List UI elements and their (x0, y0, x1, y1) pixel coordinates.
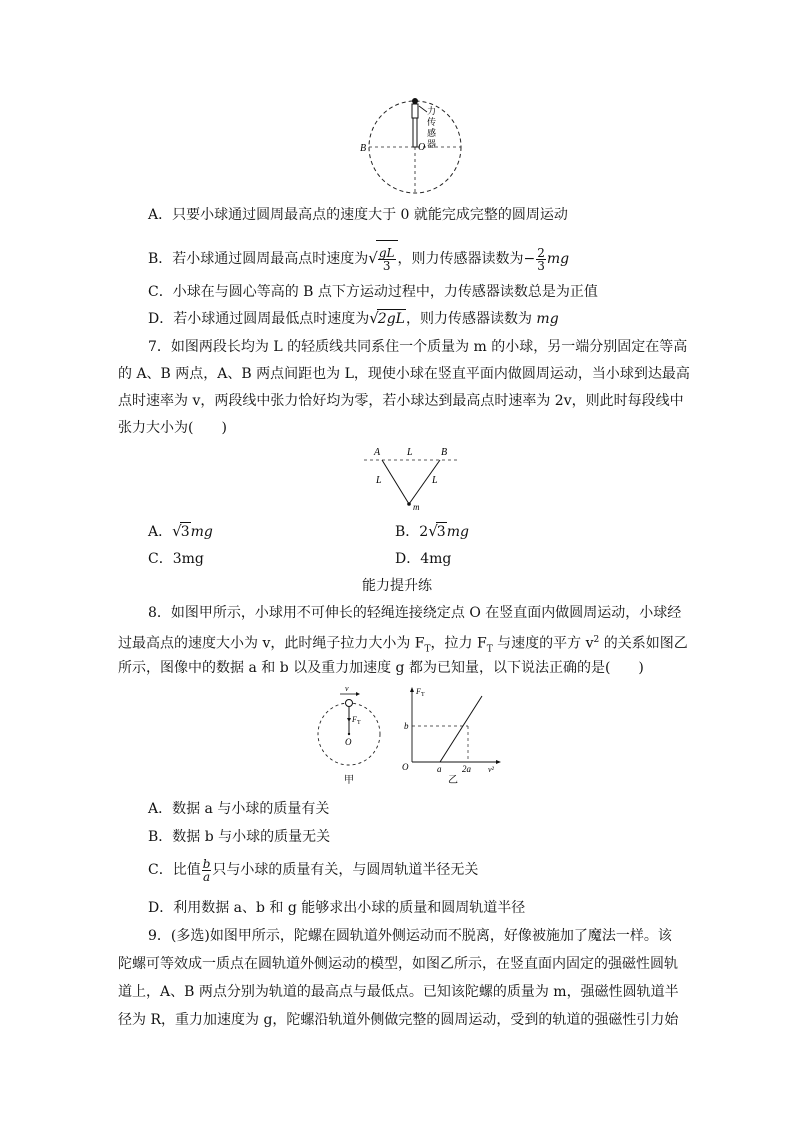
q7-a-rad: 3 (180, 524, 190, 540)
q8-line-2b: ，拉力 F (430, 635, 487, 652)
q6-b-pre: B．若小球通过圆周最高点时速度为 (148, 251, 369, 267)
q6-option-a: A．只要小球通过圆周最高点的速度大于 0 就能完成完整的圆周运动 (148, 207, 568, 223)
q6-b-mid: ，则力传感器读数为− (397, 251, 536, 267)
ball (346, 700, 353, 707)
q6-d-end: mg (536, 311, 559, 327)
q6-b-end: mg (546, 251, 570, 267)
q8-line-2-sub: T (424, 644, 431, 655)
q8-option-a: A．数据 a 与小球的质量有关 (148, 801, 330, 817)
sensor-char-4: 器 (427, 139, 437, 149)
y-axis-label-sub: T (421, 692, 425, 698)
string-left (382, 460, 409, 504)
q8-option-c (148, 852, 478, 888)
sensor-arrow (419, 106, 427, 112)
label-m: m (413, 502, 420, 512)
label-F-sub: T (357, 720, 361, 726)
label-B: B (441, 447, 448, 458)
q7-line-3: 点时速率为 v，两段线中张力恰好均为零，若小球达到最高点时速率为 2v，则此时每段线中 (118, 393, 684, 409)
q7-option-c: C．3mg (148, 551, 204, 567)
label-A: A (374, 447, 381, 458)
q6-option-b (148, 240, 569, 276)
q8-line-2a: 过最高点的速度大小为 v，此时绳子拉力大小为 F (118, 635, 425, 652)
caption-jia: 甲 (344, 775, 354, 786)
q6-option-d (148, 309, 559, 328)
sqrt-symbol: √ (428, 522, 438, 540)
label-O: O (418, 142, 426, 153)
q6-b-rad-num: gL (378, 245, 395, 260)
sqrt-symbol: √ (369, 309, 379, 327)
q8-c-pre: C．比值 (148, 862, 201, 878)
label-B: B (360, 143, 367, 154)
section-heading: 能力提升练 (362, 578, 432, 594)
q7-a-end: mg (190, 524, 213, 540)
q9-line-3: 道上，A、B 两点分别为轨道的最高点与最低点。已知该陀螺的质量为 m，强磁性圆轨道半 (118, 984, 679, 1000)
q8-line-3: 所示，图像中的数据 a 和 b 以及重力加速度 g 都为已知量，以下说法正确的是( ) (118, 660, 644, 676)
q8-c-den: a (202, 869, 211, 884)
q7-line-1: 7．如图两段长均为 L 的轻质线共同系住一个质量为 m 的小球，另一端分别固定在等高 (148, 339, 688, 355)
sensor-rod (412, 104, 418, 118)
q8-line-2-sub2: T (486, 644, 493, 655)
sqrt-symbol: √ (368, 249, 378, 267)
q6-b-rad-den: 3 (382, 258, 391, 273)
sensor-char-1: 力 (427, 106, 437, 116)
tension-arrowhead (347, 718, 351, 722)
q6-b-frac-num: 2 (537, 245, 545, 260)
label-F: F (352, 715, 357, 724)
q8-option-b: B．数据 b 与小球的质量无关 (148, 829, 331, 845)
figure-yi-graph (398, 684, 506, 786)
ball-m (407, 502, 411, 506)
q8-line-1: 8．如图甲所示，小球用不可伸长的轻绳连接绕定点 O 在竖直面内做圆周运动，小球经 (148, 605, 682, 621)
velocity-arrowhead (356, 692, 360, 696)
circle-sensor-figure (355, 94, 475, 198)
q9-line-4: 径为 R，重力加速度为 g，陀螺沿轨道外侧做完整的圆周运动，受到的轨道的强磁性引力始 (118, 1012, 679, 1028)
q7-line-4: 张力大小为( ) (118, 420, 227, 436)
tick-a: a (437, 764, 442, 774)
caption-yi: 乙 (448, 775, 458, 786)
x-axis-label: v² (488, 765, 494, 774)
q9-line-1: 9．(多选)如图甲所示，陀螺在圆轨道外侧运动而不脱离，好像被施加了魔法一样。该 (148, 928, 672, 944)
q6-option-c: C．小球在与圆心等高的 B 点下方运动过程中，力传感器读数总是为正值 (148, 284, 598, 300)
q7-a-pre: A． (148, 524, 173, 540)
x-axis-arrow (496, 760, 501, 764)
data-line (440, 696, 482, 762)
q8-line-2c: 与速度的平方 v (492, 635, 594, 652)
center-point (348, 733, 350, 735)
q9-line-2: 陀螺可等效成一质点在圆轨道外侧运动的模型，如图乙所示，在竖直面内固定的强磁性圆轨 (118, 956, 678, 972)
q7-option-b (395, 522, 469, 541)
y-axis-arrow (410, 687, 414, 692)
q8-option-d: D．利用数据 a、b 和 g 能够求出小球的质量和圆周轨道半径 (148, 900, 526, 916)
q7-option-a (148, 522, 213, 541)
sqrt-symbol: √ (172, 522, 182, 540)
ball (412, 98, 418, 104)
q7-b-end: mg (446, 524, 469, 540)
label-L-top: L (407, 447, 413, 458)
figure-jia (316, 684, 388, 786)
tick-2a: 2a (462, 764, 471, 774)
q8-line-2 (118, 631, 688, 658)
y-axis-label: F (416, 687, 421, 696)
sensor-rod-lower (413, 118, 417, 147)
q6-d-mid: ，则力传感器读数为 (405, 311, 537, 327)
label-L-right: L (432, 475, 438, 486)
triangle-figure (362, 444, 464, 512)
q8-line-2-sup: 2 (593, 635, 600, 645)
label-L-left: L (376, 475, 382, 486)
q6-b-frac-den: 3 (537, 258, 545, 273)
label-O: O (345, 737, 352, 747)
q7-b-rad: 3 (436, 524, 446, 540)
sensor-char-3: 感 (427, 128, 437, 138)
label-v: v (345, 684, 349, 693)
q7-line-2: 的 A、B 两点，A、B 两点间距也为 L，现使小球在竖直平面内做圆周运动，当小球到达最高 (118, 366, 690, 382)
origin-O: O (402, 762, 409, 772)
q8-c-num: b (202, 856, 211, 871)
q8-c-end: 只与小球的质量有关，与圆周轨道半径无关 (212, 862, 479, 878)
q6-d-pre: D．若小球通过圆周最低点时速度为 (148, 311, 370, 327)
tick-b: b (404, 721, 409, 731)
q6-d-rad: 2gL (377, 311, 405, 327)
q7-b-pre: B．2 (395, 524, 429, 540)
q8-line-2d: 的关系如图乙 (599, 635, 688, 652)
sensor-char-2: 传 (427, 117, 437, 127)
q7-option-d: D．4mg (395, 551, 452, 567)
